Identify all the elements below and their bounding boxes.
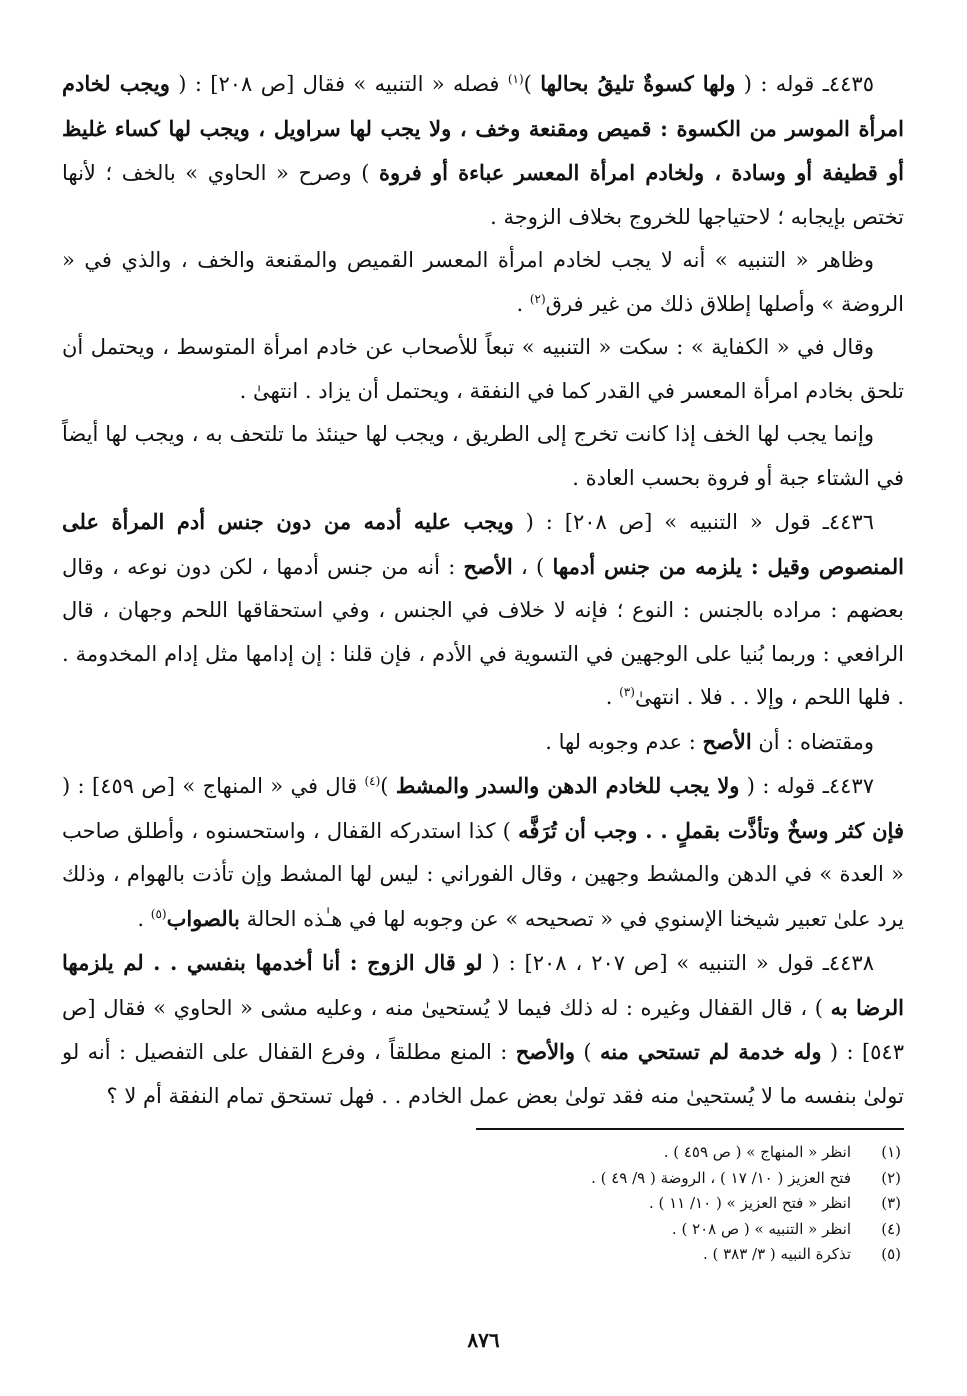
footnote [201, 1217, 901, 1243]
bold-text-run: ويجب لخادم امرأة الموسر من الكسوة : قميص ومقنعة وخف ، ولا يجب لها سراويل ، ويجب لها كساء غليظ أو قطيفة أو وسادة ، ولخادم امرأة المعسر عباءة أو فروة [62, 71, 904, 185]
text-run: ٤٤٣٦ـ قول « التنبيه » [ص ٢٠٨] : ( [513, 510, 874, 534]
bold-text-run: بالصواب [166, 905, 240, 931]
paragraph [62, 764, 904, 941]
footnote-marker: (٢) [529, 291, 546, 306]
bold-text-run: ويجب عليه أدمه من دون جنس أدم المرأة على المنصوص وقيل : يلزمه من جنس أدمها [62, 509, 904, 579]
paragraph [62, 720, 904, 765]
paragraph [62, 62, 904, 239]
text-run: . [137, 906, 151, 931]
text-run: ) [380, 774, 396, 798]
footnote-divider [476, 1128, 904, 1130]
bold-text-run: ولا يجب للخادم الدهن والسدر والمشط [395, 773, 740, 798]
text-run: . [605, 685, 620, 709]
paragraph [62, 413, 904, 500]
footnote-number: (٤) [881, 1219, 901, 1238]
footnote-number: (١) [881, 1143, 901, 1161]
footnote [201, 1191, 901, 1217]
bold-text-run: الأصح [463, 553, 513, 579]
text-run: : أنه من جنس أدمها ، لكن دون نوعه ، وقال بعضهم : مراده بالجنس : النوع ؛ فإنه لا خلاف في الجنس ، وفي استحقاقها اللحم وجهان ، قال الرافعي : وربما بُنيا على الوجهين في التسوية في الأدم ، فإن قلنا : إن إدامها مثل إدام المخدومة . . فلها اللحم ، وإلا . . فلا . انتهىٰ [62, 554, 904, 709]
footnote-text: انظر « التنبيه » ( ص ٢٠٨ ) . [671, 1219, 851, 1238]
text-run: ) ، قال القفال وغيره : له ذلك فيما لا يُستحيىٰ منه ، وعليه مشى « الحاوي » فقال [ص ٥٤٣] : ( [62, 995, 904, 1064]
footnote-text: تذكرة النبيه ( ٣/ ٣٨٣ ) . [702, 1245, 851, 1263]
paragraph [62, 326, 904, 413]
paragraph [62, 239, 904, 326]
text-run: ) كذا استدركه القفال ، واستحسنوه ، وأطلق صاحب « العدة » في الدهن والمشط وجهين ، وقال الفوراني : ليس لها المشط وإن تأذت بالهوام ، وذلك يرد علىٰ تعبير شيخنا الإسنوي في « تصحيحه » عن وجوبه لها في هـٰذه الحالة [62, 818, 904, 931]
paragraph [62, 941, 904, 1118]
footnote-text: انظر « فتح العزيز » ( ١٠/ ١١ ) . [648, 1194, 851, 1212]
footnotes [201, 1140, 901, 1268]
text-run: ٤٤٣٧ـ قوله : ( [739, 774, 874, 798]
footnote-text: انظر « المنهاج » ( ص ٤٥٩ ) . [663, 1143, 851, 1161]
bold-text-run: والأصح [515, 1039, 576, 1064]
text-run: وقال في « الكفاية » : سكت « التنبيه » تبعاً للأصحاب عن خادم امرأة المتوسط ، ويحتمل أن تلحق بخادم امرأة المعسر في القدر كما في النفقة ، ويحتمل أن يزاد . انتهىٰ . [62, 335, 904, 403]
text-run: وإنما يجب لها الخف إذا كانت تخرج إلى الطريق ، ويجب لها حينئذ ما تلتحف به ، ويجب لها أيضاً في الشتاء جبة أو فروة بحسب العادة . [62, 422, 904, 490]
text-run: فصله « التنبيه » فقال [ص ٢٠٨] : ( [169, 72, 508, 96]
bold-text-run: لو قال الزوج : أنا أخدمها بنفسي . . لم يلزمها الرضا به [62, 950, 904, 1020]
text-run: ومقتضاه : أن [751, 729, 874, 754]
text-run: قال في « المنهاج » [ص ٤٥٩] : ( [62, 774, 365, 798]
footnote [201, 1242, 901, 1268]
paragraph [62, 500, 904, 720]
footnote-marker: (٣) [619, 685, 635, 699]
text-run: ) ، [512, 554, 553, 579]
page-number: ٨٧٦ [467, 1328, 500, 1352]
footnote [201, 1166, 901, 1192]
text-run: ) [575, 1040, 600, 1064]
footnote-number: (٥) [881, 1245, 901, 1263]
bold-text-run: فإن كثر وسخٌ وتأذَّت بقملٍ . . وجب أن تُرَفَّه [518, 817, 904, 843]
text-run: ٤٤٣٨ـ قول « التنبيه » [ص ٢٠٧ ، ٢٠٨] : ( [482, 951, 874, 975]
text-run: ) وصرح « الحاوي » بالخف ؛ لأنها تختص بإيجابه ؛ لاحتياجها للخروج بخلاف الزوجة . [62, 161, 904, 229]
footnote-number: (٢) [881, 1168, 901, 1187]
bold-text-run: ولها كسوةٌ تليقُ بحالها [540, 71, 736, 96]
text-run: ) [523, 72, 541, 96]
footnote-marker: (٥) [150, 906, 167, 921]
text-run: : عدم وجوبه لها . [545, 729, 703, 754]
footnote-number: (٣) [881, 1194, 901, 1212]
text-run: وظاهر « التنبيه » أنه لا يجب لخادم امرأة المعسر القميص والمقنعة والخف ، والذي في « الروضة » وأصلها إطلاق ذلك من غير فرق [62, 248, 904, 316]
footnote-text: فتح العزيز ( ١٠/ ١٧ ) ، الروضة ( ٩/ ٤٩ ) . [591, 1168, 851, 1187]
footnote-marker: (٤) [364, 774, 381, 788]
bold-text-run: وله خدمة لم تستحي منه [599, 1039, 822, 1064]
text-run: ٤٤٣٥ـ قوله : ( [735, 72, 874, 96]
text-run: : المنع مطلقاً ، وفرع القفال على التفصيل : أنه لو تولىٰ بنفسه ما لا يُستحيىٰ منه فقد تولىٰ بعض عمل الخادم . . فهل تستحق تمام النفقة أم لا ؟ [62, 1040, 904, 1108]
text-run: . [516, 291, 530, 316]
bold-text-run: الأصح [702, 728, 752, 754]
main-text [62, 62, 904, 1118]
footnote-marker: (١) [507, 72, 524, 86]
footnote [201, 1140, 901, 1166]
